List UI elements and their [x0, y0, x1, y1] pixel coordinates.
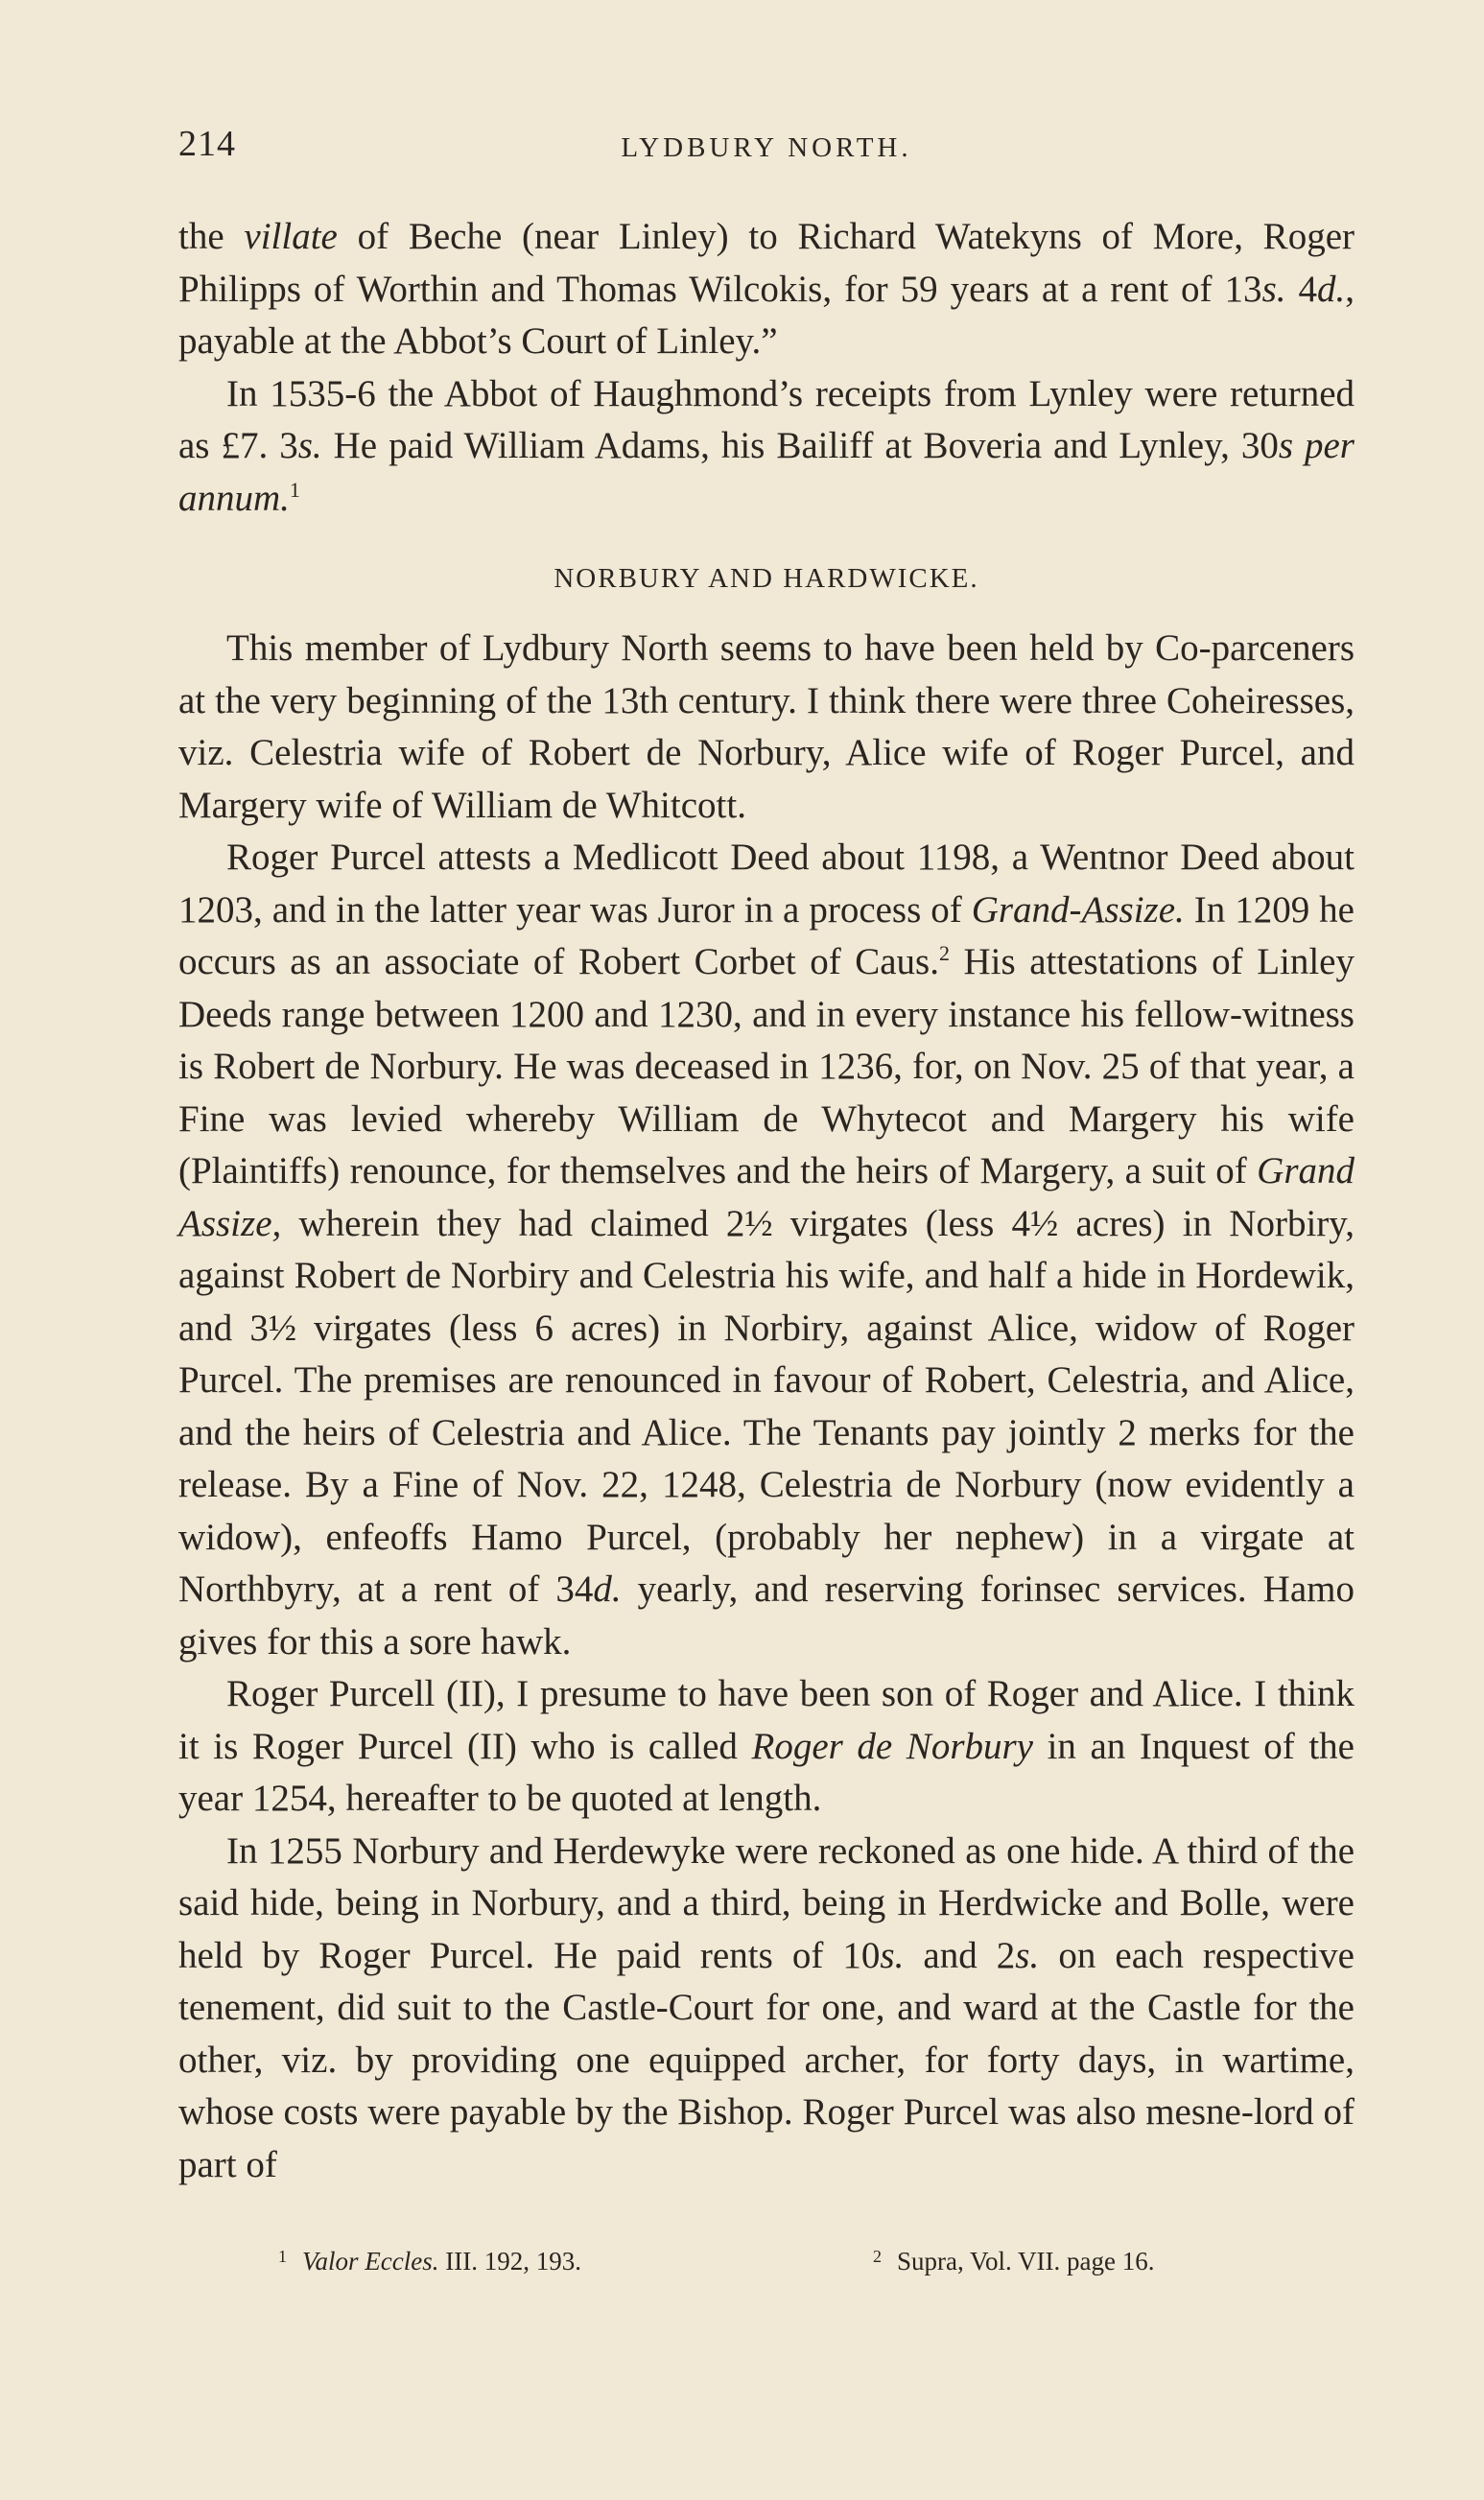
section-heading: NORBURY AND HARDWICKE.: [554, 563, 979, 594]
paragraph: the villate of Beche (near Linley) to Richard Watekyns of More, Roger Philipps of Worthin and Thomas Wilcokis, for 59 years at a rent of 13s. 4d., payable at the Abbot’s Court of Linley.”: [178, 216, 1355, 362]
body-text: [178, 211, 1354, 2191]
footnote-2: $^2$ Supra, Vol. VII. page 16.: [873, 2247, 1155, 2276]
paragraph: In 1535-6 the Abbot of Haughmond’s receipts from Lynley were returned as £7. 3s. He paid William Adams, his Bailiff at Boveria and Lynley, 30s per annum.$^1$: [178, 372, 1354, 519]
paragraph: This member of Lydbury North seems to have been held by Co-parceners at the very beginning of the 13th century. I think there were three Coheiresses, viz. Celestria wife of Robert de Norbury, Alice wife of Roger Purcel, and Margery wife of William de Whitcott.: [178, 627, 1354, 826]
paragraph: In 1255 Norbury and Herdewyke were reckoned as one hide. A third of the said hide, being in Norbury, and a third, being in Herdwicke and Bolle, were held by Roger Purcel. He paid rents of 10s. and 2s. on each respective tenement, did suit to the Castle-Court for one, and ward at the Castle for the other, viz. by providing one equipped archer, for forty days, in wartime, whose costs were payable by the Bishop. Roger Purcel was also mesne-lord of part of: [178, 1829, 1354, 2185]
book-page: [178, 123, 1354, 2191]
footnote-marker: 2: [873, 2247, 882, 2266]
footnote-ref: 1: [289, 477, 300, 502]
running-head: [178, 123, 1354, 171]
page-number: 214: [178, 124, 236, 164]
paragraph: Roger Purcel attests a Medlicott Deed about 1198, a Wentnor Deed about 1203, and in the latter year was Juror in a process of Grand-Assize. In 1209 he occurs as an associate of Robert Corbet of Caus.$^2$ His attestations of Linley Deeds range between 1200 and 1230, and in every instance his fellow-witness is Robert de Norbury. He was deceased in 1236, for, on Nov. 25 of that year, a Fine was levied whereby William de Whytecot and Margery his wife (Plaintiffs) renounce, for themselves and the heirs of Margery, a suit of Grand Assize, wherein they had claimed 2½ virgates (less 4½ acres) in Norbiry, against Robert de Norbiry and Celestria his wife, and half a hide in Hordewik, and 3½ virgates (less 6 acres) in Norbiry, against Alice, widow of Roger Purcel. The premises are renounced in favour of Robert, Celestria, and Alice, and the heirs of Celestria and Alice. The Tenants pay jointly 2 merks for the release. By a Fine of Nov. 22, 1248, Celestria de Norbury (now evidently a widow), enfeoffs Hamo Purcel, (probably her nephew) in a virgate at Northbyry, at a rent of 34d. yearly, and reserving forinsec services. Hamo gives for this a sore hawk.: [178, 837, 1354, 1663]
paragraph: Roger Purcell (II), I presume to have been son of Roger and Alice. I think it is Roger Purcel (II) who is called Roger de Norbury in an Inquest of the year 1254, hereafter to be quoted at length.: [178, 1673, 1354, 1819]
footnote-ref: 2: [939, 941, 950, 965]
running-title: LYDBURY NORTH.: [621, 132, 912, 163]
footnote-1: $^1$ Valor Eccles. III. 192, 193.: [278, 2247, 581, 2276]
footnote-marker: 1: [278, 2247, 287, 2266]
